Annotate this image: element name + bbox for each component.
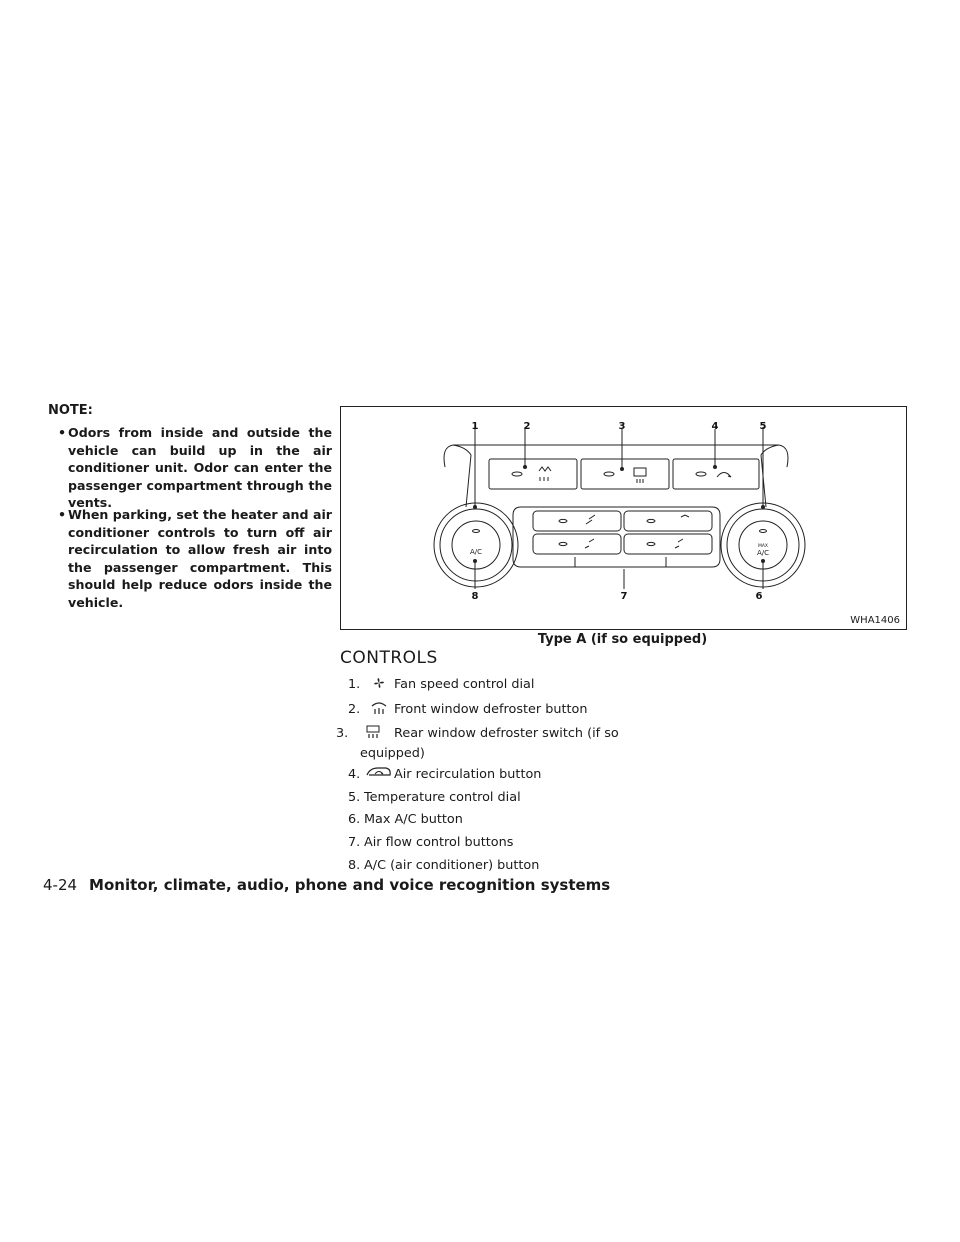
figure-code: WHA1406 [850, 615, 900, 626]
control-number: 4. [348, 767, 361, 782]
ac-dial-label: A/C [469, 548, 483, 556]
max-ac-label: A/C [756, 549, 770, 557]
callout-5: 5 [759, 421, 767, 432]
callout-6: 6 [755, 591, 763, 602]
control-item-8 [348, 857, 613, 875]
fan-icon [364, 676, 394, 696]
control-number: 2. [348, 702, 361, 717]
control-item-1 [348, 676, 613, 696]
max-label: MAX [757, 544, 769, 549]
footer-title: Monitor, climate, audio, phone and voice recognition systems [89, 876, 611, 894]
control-item-7 [348, 834, 613, 852]
control-number: 8. [348, 858, 361, 873]
control-item-5 [348, 789, 613, 807]
front-defroster-icon [364, 701, 394, 721]
control-label: Rear window defroster switch (if so equipped) [360, 726, 619, 761]
note-title: NOTE: [48, 403, 93, 418]
control-item-2 [348, 701, 613, 721]
bullet-dot: • [58, 507, 67, 522]
callout-7: 7 [620, 591, 628, 602]
control-number: 1. [348, 677, 361, 692]
recirculation-icon [364, 766, 394, 786]
control-number: 7. [348, 835, 361, 850]
callout-8: 8 [471, 591, 479, 602]
page-footer [43, 876, 610, 894]
section-title: CONTROLS [340, 648, 438, 668]
callout-1: 1 [471, 421, 479, 432]
control-item-6 [348, 811, 613, 829]
control-label: Fan speed control dial [394, 677, 535, 692]
control-label: A/C (air conditioner) button [364, 858, 540, 873]
figure-caption: Type A (if so equipped) [537, 632, 708, 647]
callout-2: 2 [523, 421, 531, 432]
control-label: Front window defroster button [394, 702, 588, 717]
control-label: Temperature control dial [364, 790, 521, 805]
note-bullet-2-text: When parking, set the heater and air conditioner controls to turn off air recirculation to allow fresh air into the passenger compartment. This should help reduce odors inside the vehicle. [68, 507, 332, 610]
control-label: Air flow control buttons [364, 835, 514, 850]
note-bullet-1 [58, 424, 332, 512]
control-number: 6. [348, 812, 361, 827]
bullet-dot: • [58, 425, 67, 440]
page-number: 4-24 [43, 876, 78, 894]
rear-defroster-icon [364, 725, 394, 745]
control-number: 3. [336, 726, 349, 741]
note-bullet-2 [58, 506, 332, 612]
control-label: Max A/C button [364, 812, 463, 827]
climate-control-figure [340, 406, 907, 630]
control-label: Air recirculation button [394, 767, 542, 782]
callout-3: 3 [618, 421, 626, 432]
climate-panel-diagram [341, 407, 906, 629]
control-number: 5. [348, 790, 361, 805]
callout-4: 4 [711, 421, 719, 432]
control-item-3 [336, 725, 625, 763]
note-bullet-1-text: Odors from inside and outside the vehicle can build up in the air conditioner unit. Odor can enter the passenger compartment through the vents. [68, 425, 332, 511]
control-item-4 [348, 766, 613, 786]
